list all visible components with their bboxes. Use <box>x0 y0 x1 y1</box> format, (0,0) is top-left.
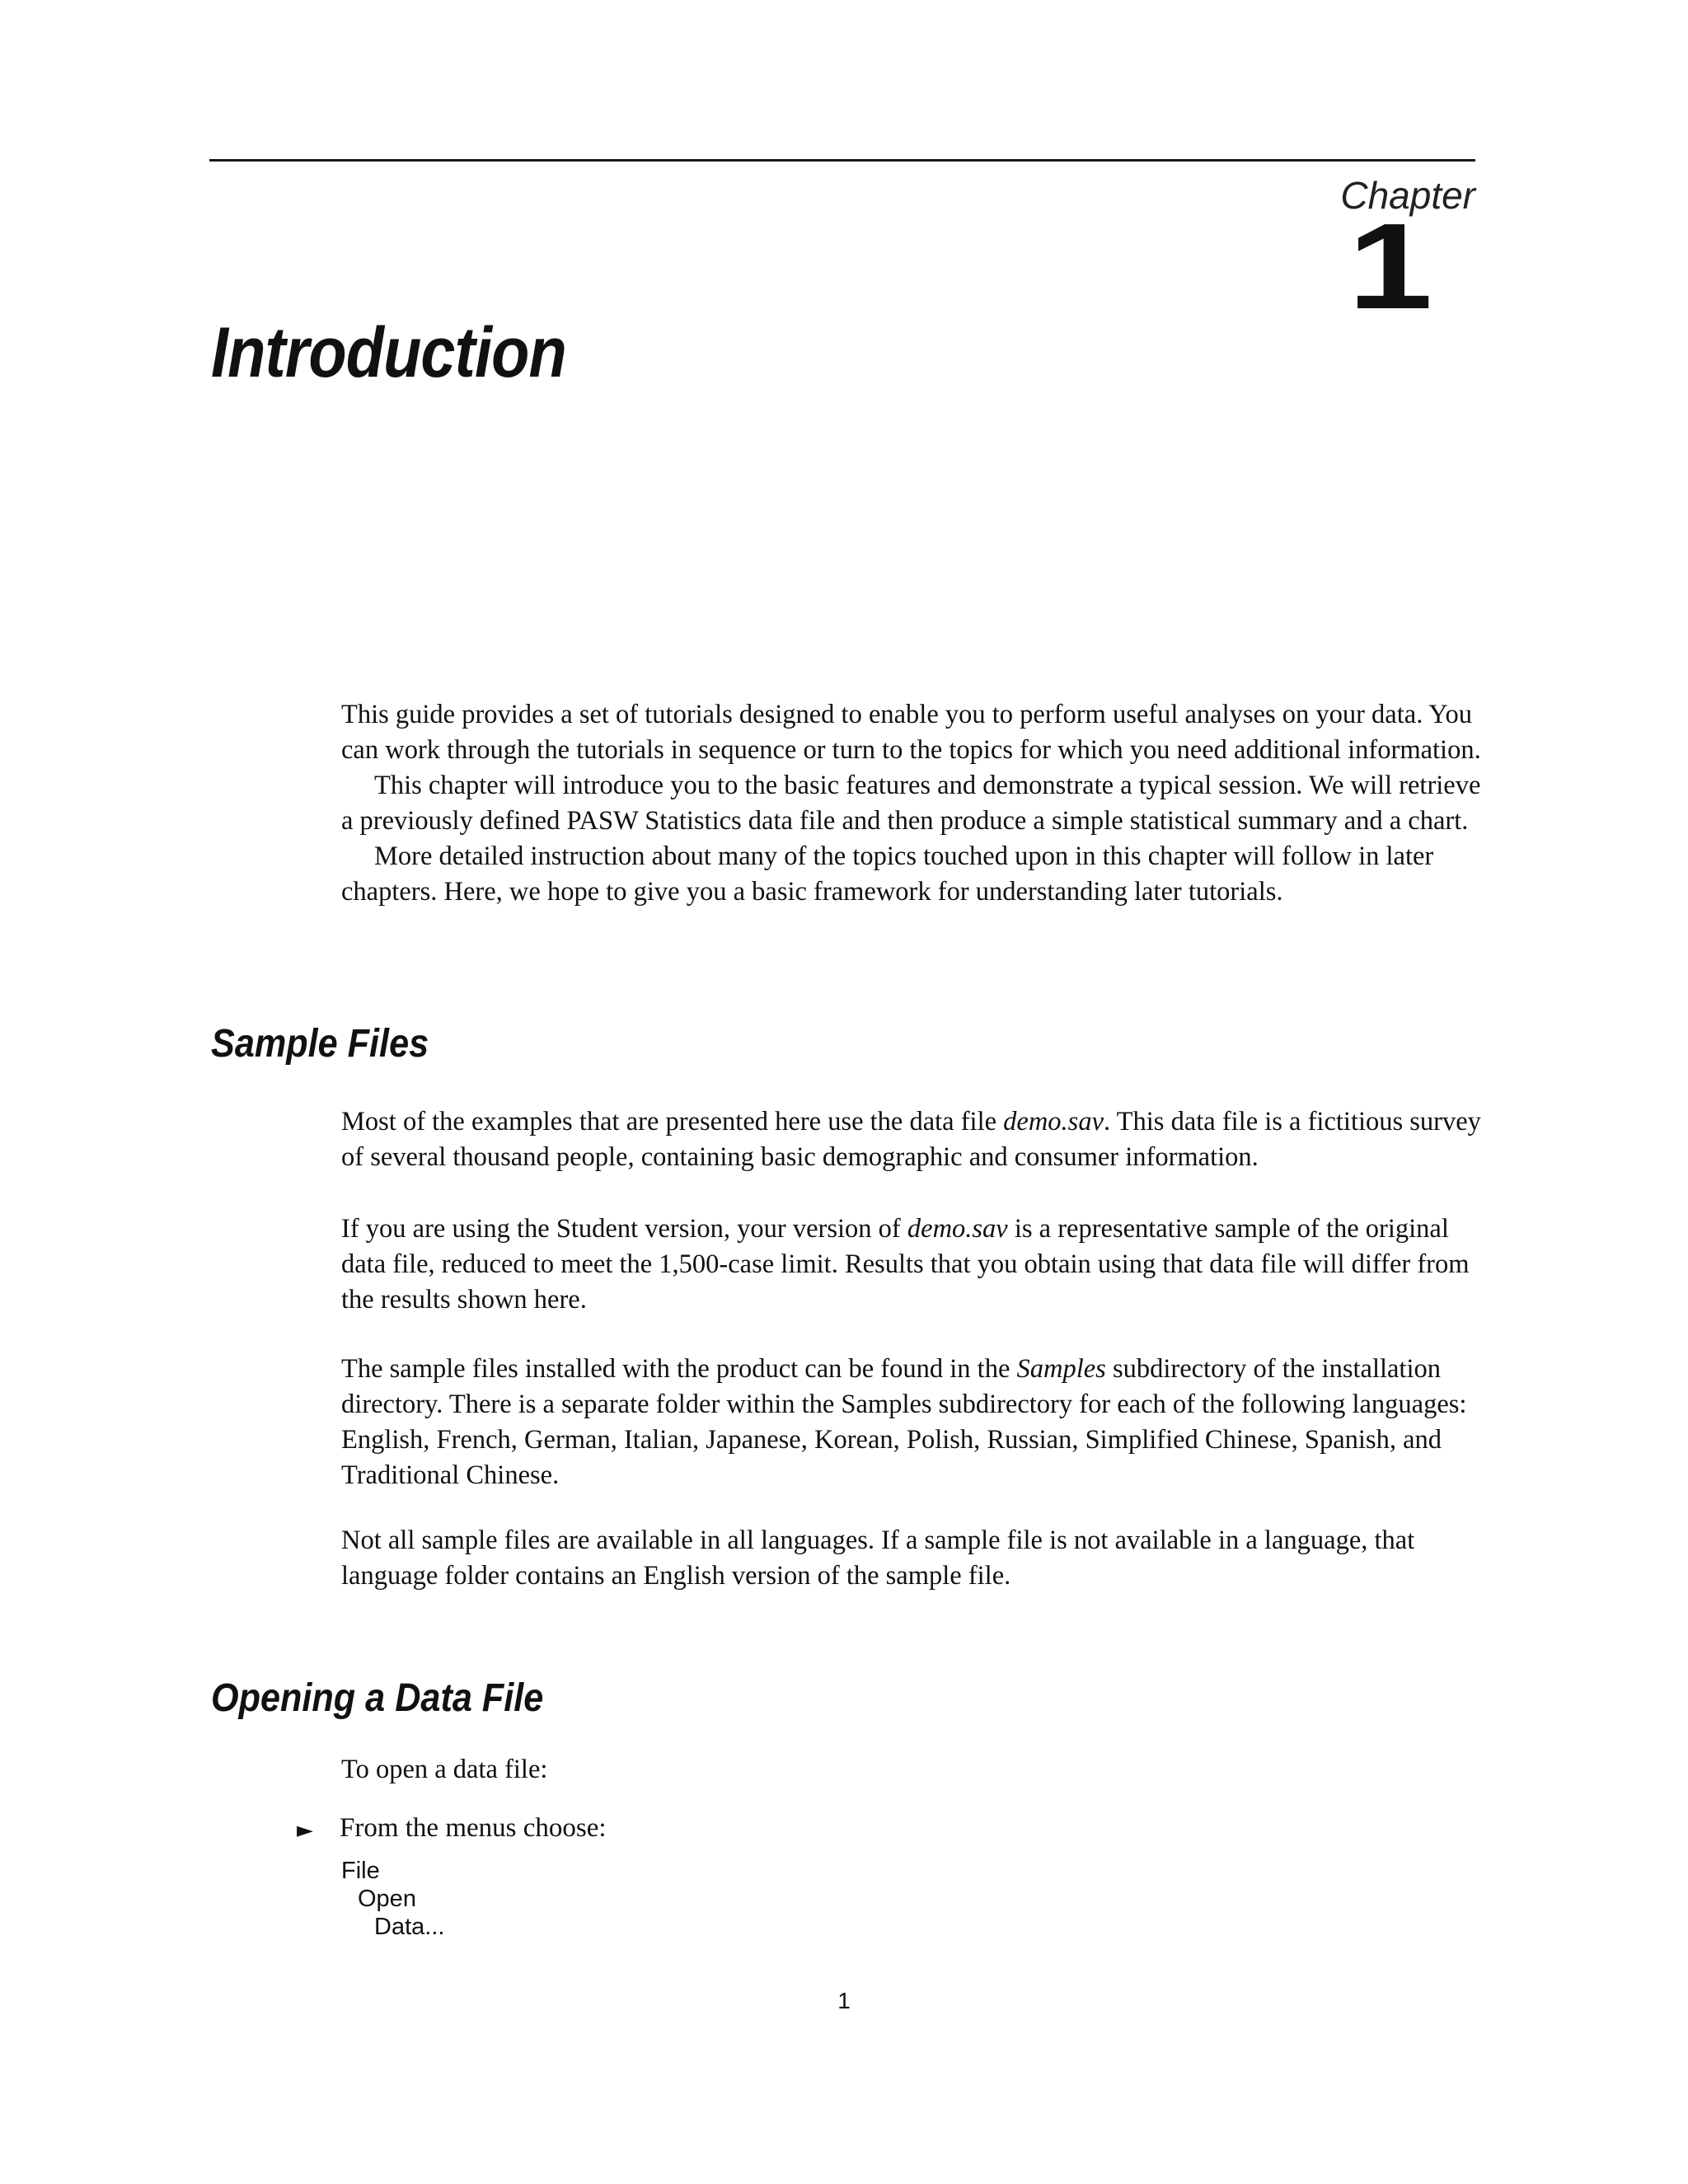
text-run: subdirectory of the installation directory. There is a separate folder within the Samples subdirectory for each of the following languages: English, French, German, Italian, Japanese, Korean, Polish, Russian, Simplified Chinese, Spanish, and Traditional Chinese. <box>341 1354 1467 1490</box>
sample-files-heading: Sample Files <box>211 1022 429 1066</box>
filename-demo-sav: demo.sav <box>907 1214 1008 1244</box>
top-rule <box>209 159 1475 162</box>
text-run: Most of the examples that are presented here use the data file <box>341 1107 1004 1137</box>
bullet-instruction: From the menus choose: <box>340 1813 607 1843</box>
sample-files-paragraph-2 <box>341 1212 1487 1318</box>
menu-path-file: File <box>341 1858 380 1884</box>
sample-files-paragraph-1 <box>341 1104 1487 1175</box>
menu-path-open: Open <box>358 1886 416 1912</box>
triangle-bullet-icon: ► <box>297 1818 313 1843</box>
intro-paragraph-1: This guide provides a set of tutorials designed to enable you to perform useful analyses on your data. You can work through the tutorials in sequence or turn to the topics for which you need additional information. <box>341 700 1481 765</box>
intro-paragraph-2: This chapter will introduce you to the basic features and demonstrate a typical session. We will retrieve a previously defined PASW Statistics data file and then produce a simple statistical summary and a chart. <box>341 771 1481 836</box>
opening-intro <box>341 1752 1487 1788</box>
text-run: . This data file is a fictitious survey of several thousand people, containing basic demographic and consumer information. <box>341 1107 1481 1172</box>
menu-path-data: Data... <box>374 1914 445 1940</box>
menu-path <box>341 1857 444 1941</box>
text-run: The sample files installed with the product can be found in the <box>341 1354 1017 1384</box>
opening-data-file-heading: Opening a Data File <box>211 1676 544 1720</box>
text-run: If you are using the Student version, your version of <box>341 1214 907 1244</box>
page-number: 1 <box>837 1988 851 2013</box>
intro-paragraph-3: More detailed instruction about many of the topics touched upon in this chapter will follow in later chapters. Here, we hope to give you a basic framework for understanding later tutorials. <box>341 841 1434 907</box>
chapter-number: 1 <box>1348 199 1432 335</box>
intro-section <box>341 697 1487 910</box>
chapter-title: Introduction <box>211 313 566 392</box>
filename-demo-sav: demo.sav <box>1003 1107 1104 1137</box>
chapter-label: Chapter <box>1340 174 1475 217</box>
sample-files-paragraph-4 <box>341 1523 1487 1594</box>
sample-files-paragraph-3 <box>341 1352 1487 1493</box>
text-run: is a representative sample of the original data file, reduced to meet the 1,500-case limit. Results that you obtain using that data file will differ from the results shown here. <box>341 1214 1470 1315</box>
sample-files-paragraph-4-text: Not all sample files are available in all languages. If a sample file is not available in a language, that language folder contains an English version of the sample file. <box>341 1526 1415 1591</box>
directory-samples: Samples <box>1016 1354 1106 1384</box>
opening-intro-text: To open a data file: <box>341 1755 548 1784</box>
